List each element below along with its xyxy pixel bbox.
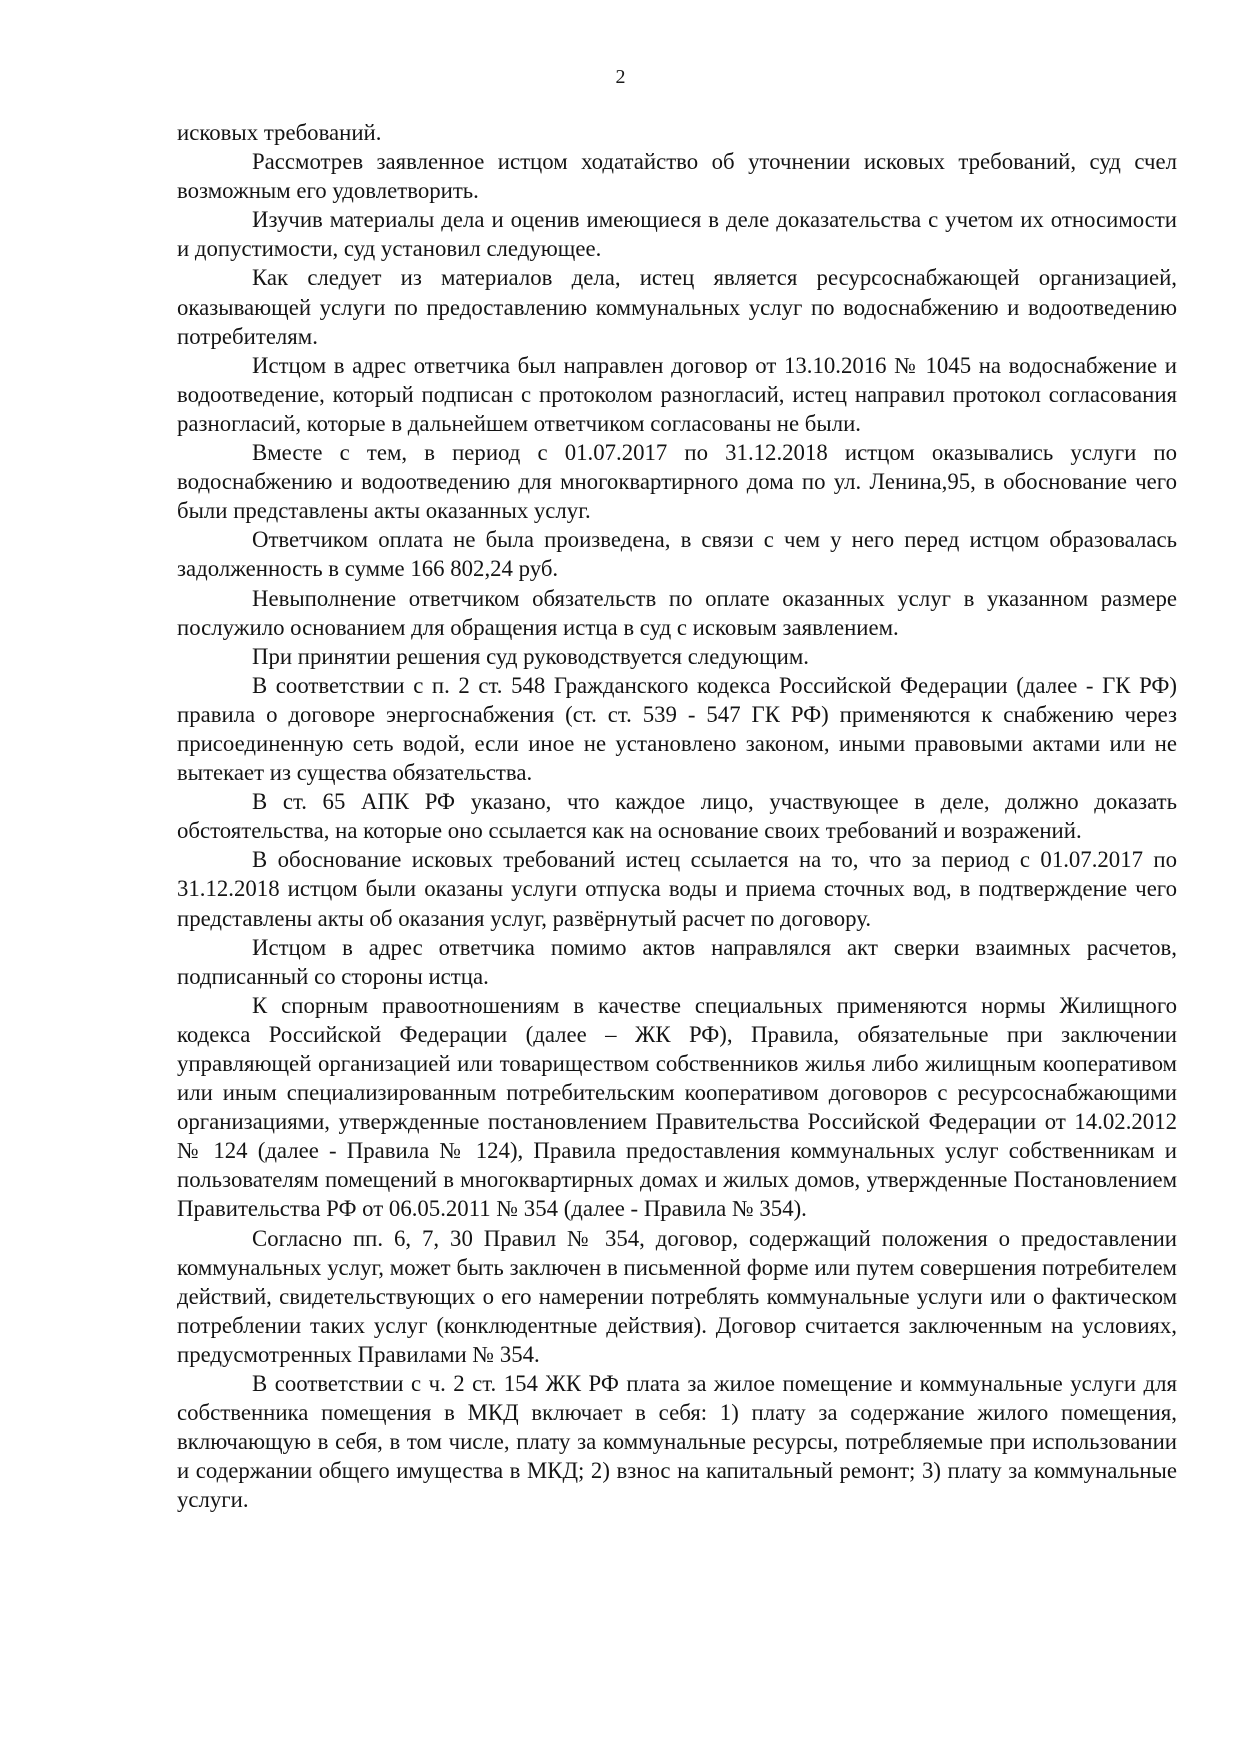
paragraph: К спорным правоотношениям в качестве специальных применяются нормы Жилищного кодекса Российской Федерации (далее – ЖК РФ), Правила, обязательные при заключении управляющей организацией или товариществом собственников жилья либо жилищным кооперативом или иным специализированным потребительским кооперативом договоров с ресурсоснабжающими организациями, утвержденные постановлением Правительства Российской Федерации от 14.02.2012 № 124 (далее - Правила № 124), Правила предоставления коммунальных услуг собственникам и пользователям помещений в многоквартирных домах и жилых домов, утвержденные Постановлением Правительства РФ от 06.05.2011 № 354 (далее - Правила № 354). — [177, 992, 1177, 1222]
paragraph: Изучив материалы дела и оценив имеющиеся в деле доказательства с учетом их относимости и допустимости, суд установил следующее. — [177, 207, 1177, 262]
paragraph: Вместе с тем, в период с 01.07.2017 по 31.12.2018 истцом оказывались услуги по водоснабжению и водоотведению для многоквартирного дома по ул. Ленина,95, в обоснование чего были представлены акты оказанных услуг. — [177, 440, 1177, 524]
paragraph: Рассмотрев заявленное истцом ходатайство об уточнении исковых требований, суд счел возможным его удовлетворить. — [177, 149, 1177, 204]
paragraph: Согласно пп. 6, 7, 30 Правил № 354, договор, содержащий положения о предоставлении коммунальных услуг, может быть заключен в письменной форме или путем совершения потребителем действий, свидетельствующих о его намерении потреблять коммунальные услуги или о фактическом потреблении таких услуг (конклюдентные действия). Договор считается заключенным на условиях, предусмотренных Правилами № 354. — [177, 1225, 1177, 1367]
paragraph-continuation: исковых требований. — [177, 120, 382, 145]
document-body — [177, 118, 1177, 1515]
paragraph: В соответствии с ч. 2 ст. 154 ЖК РФ плата за жилое помещение и коммунальные услуги для собственника помещения в МКД включает в себя: 1) плату за содержание жилого помещения, включающую в себя, в том числе, плату за коммунальные ресурсы, потребляемые при использовании и содержании общего имущества в МКД; 2) взнос на капитальный ремонт; 3) плату за коммунальные услуги. — [177, 1371, 1177, 1513]
paragraph: Ответчиком оплата не была произведена, в связи с чем у него перед истцом образовалась задолженность в сумме 166 802,24 руб. — [177, 527, 1177, 582]
paragraph: При принятии решения суд руководствуется следующим. — [252, 643, 809, 669]
page-number: 2 — [615, 66, 626, 88]
paragraph: Истцом в адрес ответчика был направлен договор от 13.10.2016 № 1045 на водоснабжение и водоотведение, который подписан с протоколом разногласий, истец направил протокол согласования разногласий, которые в дальнейшем ответчиком согласованы не были. — [177, 352, 1177, 436]
paragraph: Как следует из материалов дела, истец является ресурсоснабжающей организацией, оказывающей услуги по предоставлению коммунальных услуг по водоснабжению и водоотведению потребителям. — [177, 265, 1177, 349]
paragraph: В обоснование исковых требований истец ссылается на то, что за период с 01.07.2017 по 31.12.2018 истцом были оказаны услуги отпуска воды и приема сточных вод, в подтверждение чего представлены акты об оказания услуг, развёрнутый расчет по договору. — [177, 847, 1177, 931]
paragraph: В ст. 65 АПК РФ указано, что каждое лицо, участвующее в деле, должно доказать обстоятельства, на которые оно ссылается как на основание своих требований и возражений. — [177, 789, 1177, 844]
paragraph: Истцом в адрес ответчика помимо актов направлялся акт сверки взаимных расчетов, подписанный со стороны истца. — [177, 934, 1177, 989]
paragraph: Невыполнение ответчиком обязательств по оплате оказанных услуг в указанном размере послужило основанием для обращения истца в суд с исковым заявлением. — [177, 585, 1177, 640]
paragraph: В соответствии с п. 2 ст. 548 Гражданского кодекса Российской Федерации (далее - ГК РФ) правила о договоре энергоснабжения (ст. ст. 539 - 547 ГК РФ) применяются к снабжению через присоединенную сеть водой, если иное не установлено законом, иными правовыми актами или не вытекает из существа обязательства. — [177, 672, 1177, 786]
